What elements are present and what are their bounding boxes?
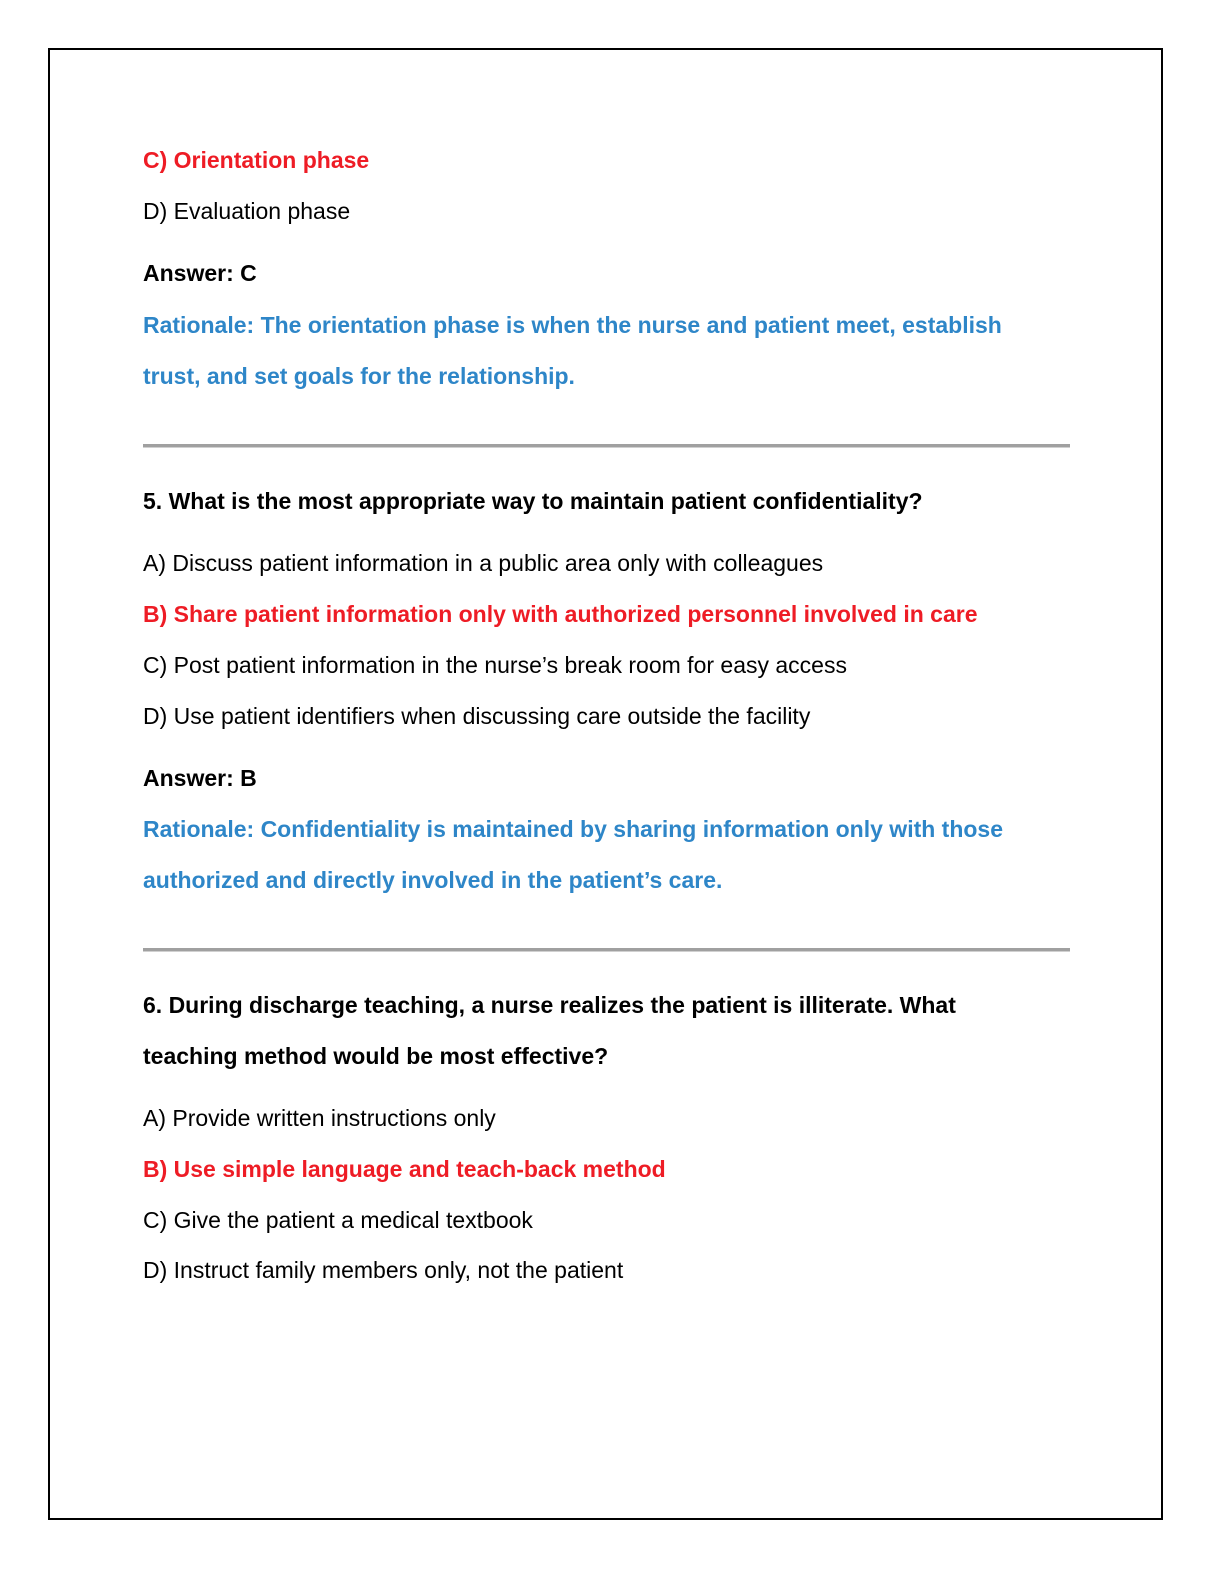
q4-rationale-line-2: trust, and set goals for the relationship. — [143, 363, 575, 389]
q6-question-line-1: 6. During discharge teaching, a nurse realizes the patient is illiterate. What — [143, 992, 956, 1018]
q4-rationale-line-1: Rationale: The orientation phase is when the nurse and patient meet, establish — [143, 312, 1002, 338]
section-divider — [143, 948, 1070, 952]
q6-option-c: C) Give the patient a medical textbook — [143, 1207, 533, 1233]
q4-option-c-correct: C) Orientation phase — [143, 147, 370, 173]
q5-option-c: C) Post patient information in the nurse’s break room for easy access — [143, 652, 847, 678]
q5-rationale-line-1: Rationale: Confidentiality is maintained by sharing information only with those — [143, 816, 1004, 842]
q4-option-d: D) Evaluation phase — [143, 198, 351, 224]
q6-option-b-correct: B) Use simple language and teach-back method — [143, 1156, 666, 1182]
q5-question: 5. What is the most appropriate way to maintain patient confidentiality? — [143, 488, 923, 514]
q5-rationale-line-2: authorized and directly involved in the patient’s care. — [143, 867, 723, 893]
q5-option-a: A) Discuss patient information in a public area only with colleagues — [143, 550, 824, 576]
q6-option-d: D) Instruct family members only, not the patient — [143, 1257, 624, 1283]
q6-question-line-2: teaching method would be most effective? — [143, 1043, 609, 1069]
q5-option-d: D) Use patient identifiers when discussing care outside the facility — [143, 703, 811, 729]
q6-option-a: A) Provide written instructions only — [143, 1105, 496, 1131]
q5-answer: Answer: B — [143, 765, 257, 791]
section-divider — [143, 444, 1070, 448]
q5-option-b-correct: B) Share patient information only with authorized personnel involved in care — [143, 601, 978, 627]
q4-answer: Answer: C — [143, 260, 257, 286]
